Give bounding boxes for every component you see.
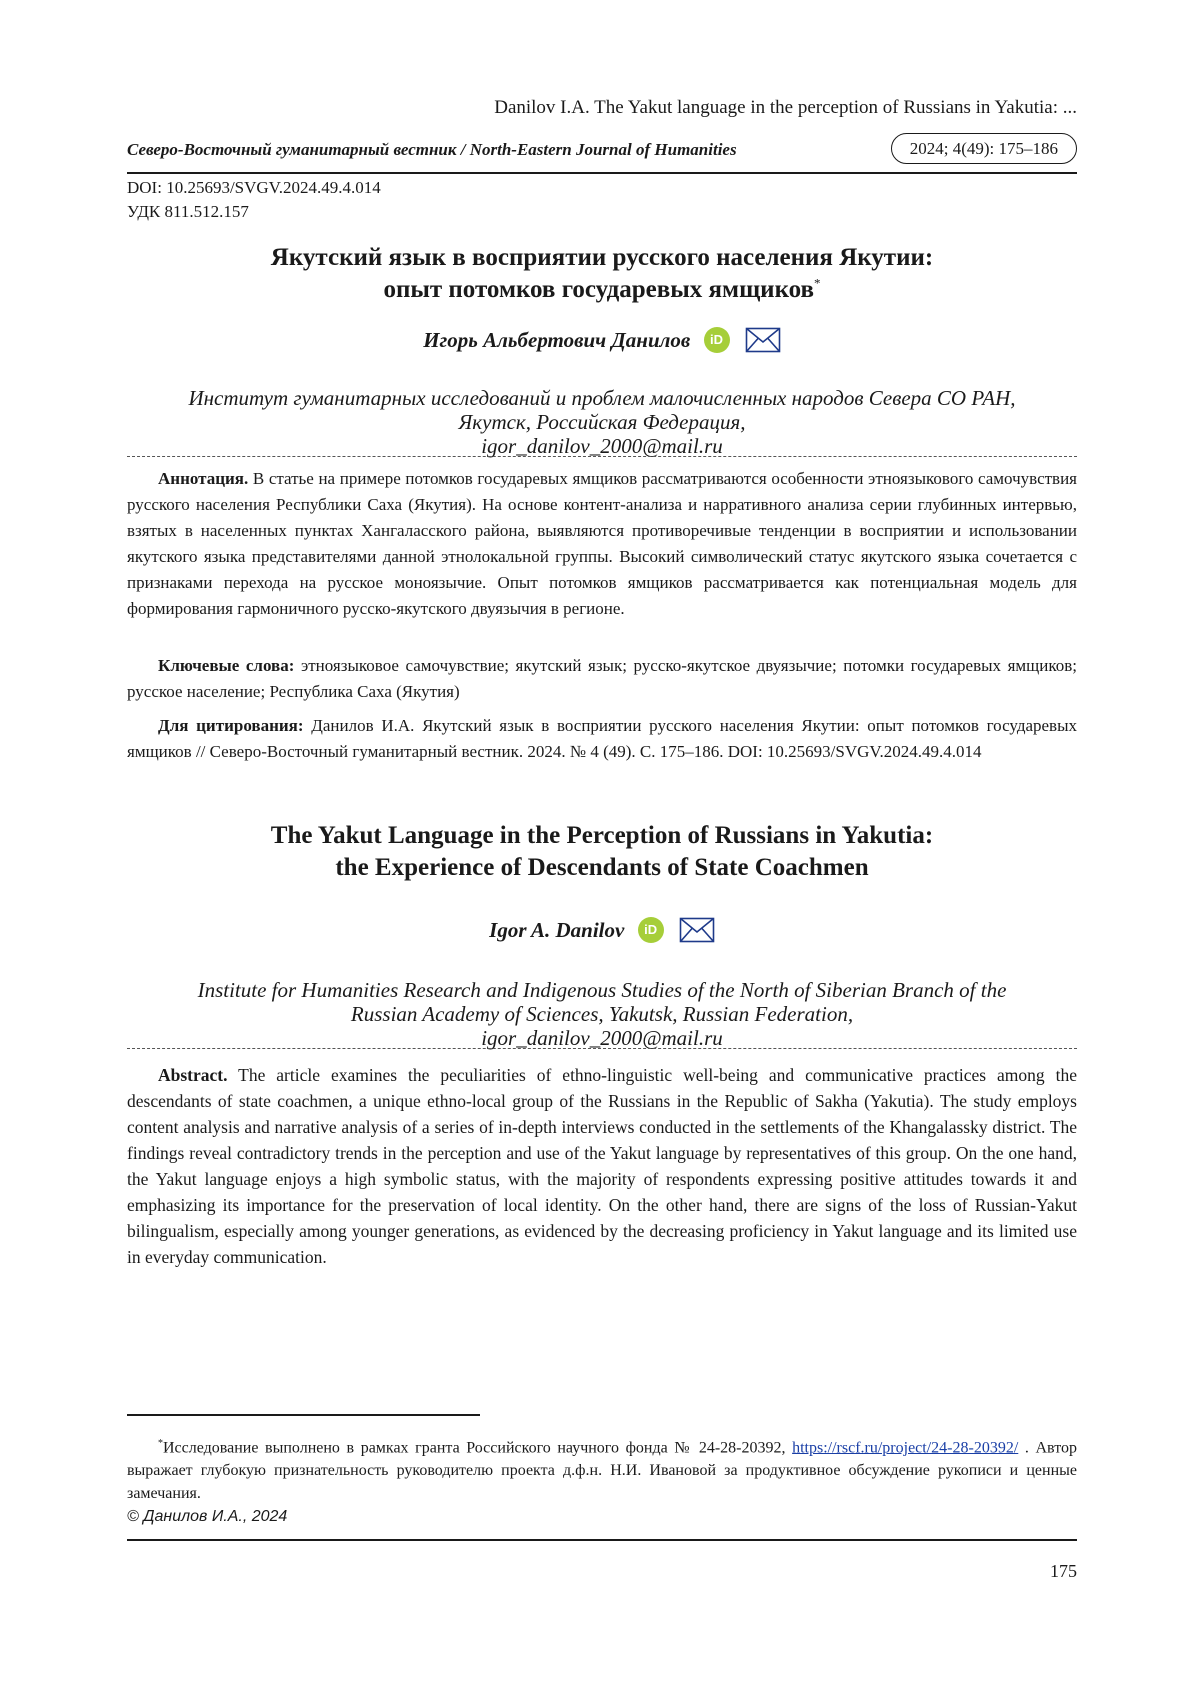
- issue-badge: 2024; 4(49): 175–186: [891, 133, 1077, 164]
- footnote-mark: *: [158, 1438, 163, 1449]
- running-head: Danilov I.A. The Yakut language in the perception of Russians in Yakutia: ...: [494, 97, 1077, 118]
- udk: УДК 811.512.157: [127, 202, 249, 221]
- ru-title-line1: Якутский язык в восприятии русского населения Якутии:: [270, 244, 934, 271]
- ru-author-row: [127, 328, 1077, 355]
- ru-citation: [127, 713, 1077, 765]
- journal-name: Северо-Восточный гуманитарный вестник / North-Eastern Journal of Humanities: [127, 140, 737, 159]
- ru-abstract-label: Аннотация.: [158, 469, 249, 488]
- footnote-link[interactable]: https://rscf.ru/project/24-28-20392/: [792, 1439, 1019, 1457]
- en-title-line1: The Yakut Language in the Perception of Russians in Yakutia:: [270, 822, 934, 849]
- en-dashed-divider: [127, 1048, 1077, 1049]
- ru-keywords-label: Ключевые слова:: [158, 656, 295, 675]
- ru-title: [127, 242, 1077, 306]
- en-affiliation-line1: Institute for Humanities Research and Indigenous Studies of the North of Siberian Branch of the: [197, 978, 1007, 1002]
- ru-affiliation-line2: Якутск, Российская Федерация,: [458, 410, 746, 434]
- footer-rule: [127, 1539, 1077, 1541]
- ru-citation-label: Для цитирования:: [158, 716, 304, 735]
- orcid-icon[interactable]: iD: [704, 327, 730, 353]
- copyright: © Данилов И.А., 2024: [127, 1508, 288, 1525]
- en-abstract: [127, 1062, 1077, 1270]
- en-abstract-label: Abstract.: [158, 1065, 228, 1085]
- en-email[interactable]: igor_danilov_2000@mail.ru: [481, 1026, 723, 1050]
- ru-title-line2-wrap: [127, 274, 1077, 306]
- ru-keywords: [127, 653, 1077, 705]
- ru-affiliation: [127, 386, 1077, 458]
- page-number: 175: [1050, 1561, 1077, 1581]
- ru-title-line2: опыт потомков государевых ямщиков: [383, 276, 815, 303]
- ru-abstract-text: В статье на примере потомков государевых ямщиков рассматриваются особенности этноязыкового самочувствия русского населения Республики Саха (Якутия). На основе контент-анализа и нарративного анализа серии глубинных интервью, взятых в населенных пунктах Хангаласского района, выявляются противоречивые тенденции в восприятии и использовании якутского языка представителями данной этнолокальной группы. Высокий символический статус якутского языка сочетается с признаками перехода на русское моноязычие. Опыт потомков ямщиков рассматривается как потенциальная модель для формирования гармоничного русско-якутского двуязычия в регионе.: [127, 469, 1077, 618]
- ru-author-name: Игорь Альбертович Данилов: [423, 328, 691, 352]
- footnote-rule: [127, 1414, 480, 1416]
- ru-keywords-text: этноязыковое самочувствие; якутский язык; русско-якутское двуязычие; потомки государевых ямщиков; русское население; Республика Саха (Якутия): [127, 656, 1077, 701]
- ru-abstract: [127, 466, 1077, 622]
- orcid-icon[interactable]: iD: [638, 917, 664, 943]
- doi: DOI: 10.25693/SVGV.2024.49.4.014: [127, 178, 381, 197]
- journal-header: [127, 133, 1077, 167]
- footnote-text-before: Исследование выполнено в рамках гранта Российского научного фонда № 24-28-20392,: [163, 1439, 793, 1457]
- en-author-row: [127, 918, 1077, 945]
- footnote: [127, 1432, 1077, 1505]
- title-footnote-mark[interactable]: *: [814, 275, 821, 291]
- en-affiliation: [127, 978, 1077, 1050]
- mail-icon[interactable]: [745, 327, 781, 353]
- ru-email[interactable]: igor_danilov_2000@mail.ru: [481, 434, 723, 458]
- page: [127, 0, 1077, 1698]
- mail-icon[interactable]: [679, 917, 715, 943]
- en-affiliation-line2: Russian Academy of Sciences, Yakutsk, Russian Federation,: [350, 1002, 854, 1026]
- ru-citation-text: Данилов И.А. Якутский язык в восприятии русского населения Якутии: опыт потомков государевых ямщиков // Северо-Восточный гуманитарный вестник. 2024. № 4 (49). С. 175–186. DOI: 10.25693/SVGV.2024.49.4.014: [127, 716, 1078, 761]
- en-title-line2: the Experience of Descendants of State Coachmen: [335, 854, 869, 881]
- en-author-name: Igor A. Danilov: [489, 918, 625, 942]
- en-abstract-text: The article examines the peculiarities of ethno-linguistic well-being and communicative practices among the descendants of state coachmen, a unique ethno-local group of the Russians in the Republic of Sakha (Yakutia). The study employs content analysis and narrative analysis of a series of in-depth interviews conducted in the settlements of the Khangalassky district. The findings reveal contradictory trends in the perception and use of the Yakut language by representatives of this group. On the one hand, the Yakut language enjoys a high symbolic status, with the majority of respondents expressing positive attitudes towards it and emphasizing its importance for the preservation of local identity. On the other hand, there are signs of the loss of Russian-Yakut bilingualism, especially among younger generations, as evidenced by the decreasing proficiency in Yakut language and its limited use in everyday communication.: [127, 1065, 1077, 1267]
- en-title: [127, 820, 1077, 884]
- header-rule: [127, 172, 1077, 174]
- ru-dashed-divider: [127, 456, 1077, 457]
- ru-affiliation-line1: Институт гуманитарных исследований и проблем малочисленных народов Севера СО РАН,: [188, 386, 1016, 410]
- footnote-text-after: . Автор выражает глубокую признательность руководителю проекта д.ф.н. Н.И. Ивановой за продуктивное обсуждение рукописи и ценные замечания.: [127, 1439, 1077, 1503]
